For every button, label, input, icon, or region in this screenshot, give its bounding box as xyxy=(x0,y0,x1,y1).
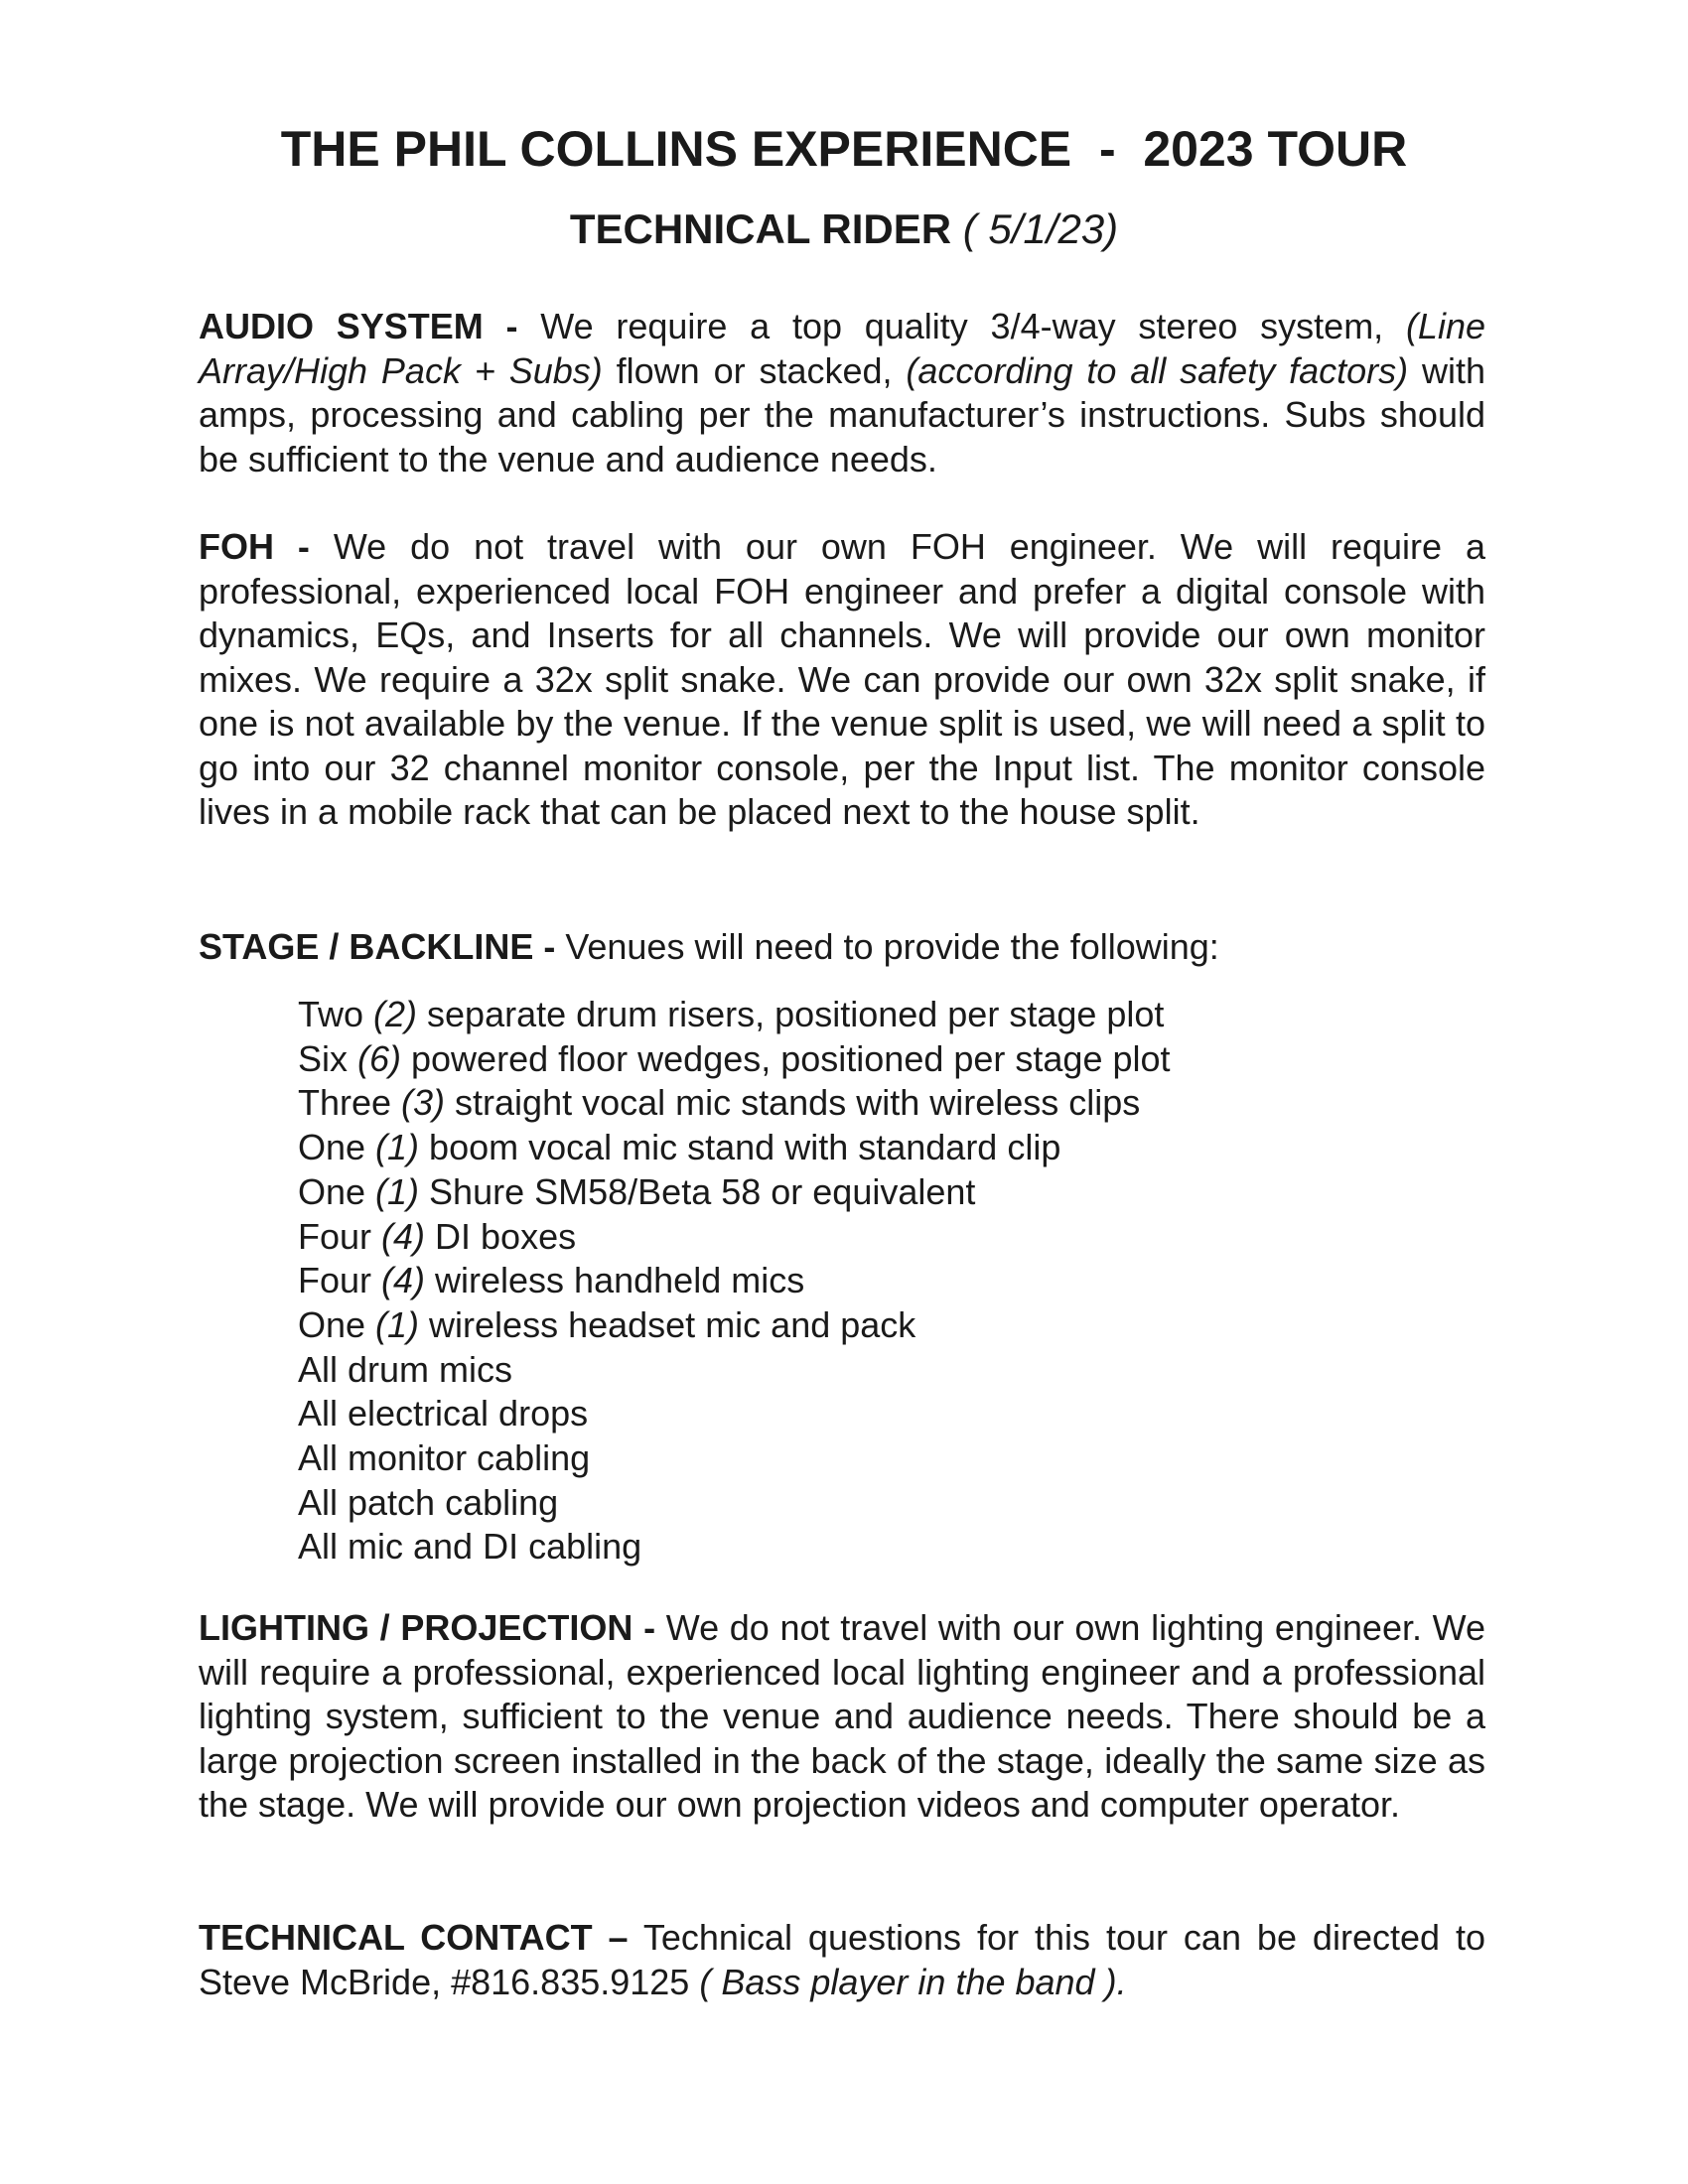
backline-item-text: All patch cabling xyxy=(298,1481,559,1523)
backline-list-item xyxy=(298,1081,1390,1126)
audio-system-text-2: flown or stacked, xyxy=(602,349,907,391)
backline-item-quantity: (6) xyxy=(357,1037,402,1079)
lighting-section xyxy=(199,1606,1485,1828)
backline-list-item xyxy=(298,1126,1390,1170)
backline-item-text: One xyxy=(298,1303,376,1345)
backline-item-text: Six xyxy=(298,1037,358,1079)
backline-list-item xyxy=(298,1215,1390,1260)
backline-item-text: Four xyxy=(298,1215,382,1257)
contact-heading: TECHNICAL CONTACT – xyxy=(199,1917,629,1958)
backline-item-description: Shure SM58/Beta 58 or equivalent xyxy=(419,1170,976,1212)
backline-item-description: separate drum risers, positioned per stage plot xyxy=(417,994,1165,1034)
contact-section xyxy=(199,1916,1485,2004)
backline-item-text: One xyxy=(298,1170,376,1212)
backline-item-text: Four xyxy=(298,1260,382,1301)
audio-system-section xyxy=(199,305,1485,481)
backline-item-quantity: (1) xyxy=(375,1127,420,1168)
backline-item-quantity: (1) xyxy=(375,1170,420,1212)
backline-item-text: Three xyxy=(298,1082,402,1124)
document-title: THE PHIL COLLINS EXPERIENCE - 2023 TOUR xyxy=(280,121,1408,177)
lighting-text: We do not travel with our own lighting engineer. We will require a professional, experienced local lighting engineer and a professional lighting system, sufficient to the venue and audience needs. There should be a large projection screen installed in the back of the stage, ideally the same size as the stage. We will provide our own projection videos and computer operator. xyxy=(199,1607,1485,1825)
backline-item-quantity: (4) xyxy=(381,1215,426,1257)
backline-list-item xyxy=(298,1348,1390,1393)
backline-item-text: One xyxy=(298,1127,376,1168)
audio-system-text-3: with amps, processing and cabling per the manufacturer’s instructions. Subs should be sufficient to the venue and audience needs. xyxy=(199,349,1486,479)
backline-list-item xyxy=(298,1481,1390,1526)
backline-item-description: boom vocal mic stand with standard clip xyxy=(419,1127,1061,1168)
backline-item-description: DI boxes xyxy=(425,1215,577,1257)
foh-heading: FOH - xyxy=(199,526,310,567)
stage-backline-heading: STAGE / BACKLINE - xyxy=(199,926,556,967)
backline-list-item xyxy=(298,1525,1390,1570)
backline-item-text: All electrical drops xyxy=(298,1393,589,1434)
backline-list-item xyxy=(298,1436,1390,1481)
backline-item-text: Two xyxy=(298,994,374,1034)
contact-italic: ( Bass player in the band ). xyxy=(699,1961,1127,2002)
foh-section xyxy=(199,525,1485,835)
audio-system-italic-2: (according to all safety factors) xyxy=(906,349,1409,391)
backline-item-text: All monitor cabling xyxy=(298,1437,591,1479)
subtitle-text: TECHNICAL RIDER xyxy=(569,205,952,252)
contact-text: Technical questions for this tour can be directed to Steve McBride, #816.835.9125 xyxy=(199,1917,1485,2002)
backline-list-item xyxy=(298,1303,1390,1348)
backline-item-description: wireless handheld mics xyxy=(425,1260,805,1301)
backline-item-description: wireless headset mic and pack xyxy=(419,1303,916,1345)
backline-list-item xyxy=(298,1037,1390,1082)
backline-list-item xyxy=(298,1170,1390,1215)
backline-list-item xyxy=(298,1259,1390,1303)
backline-item-quantity: (1) xyxy=(375,1303,420,1345)
backline-item-text: All drum mics xyxy=(298,1348,513,1390)
backline-item-quantity: (2) xyxy=(373,994,418,1034)
stage-backline-section xyxy=(199,925,1485,970)
lighting-heading: LIGHTING / PROJECTION - xyxy=(199,1607,656,1648)
backline-list-item xyxy=(298,993,1390,1037)
backline-item-description: powered floor wedges, positioned per stage plot xyxy=(401,1037,1171,1079)
backline-item-description: straight vocal mic stands with wireless clips xyxy=(445,1082,1141,1124)
audio-system-text-1: We require a top quality 3/4-way stereo system, xyxy=(517,306,1406,346)
backline-list xyxy=(298,993,1390,1570)
stage-backline-text: Venues will need to provide the following: xyxy=(555,926,1219,967)
backline-item-text: All mic and DI cabling xyxy=(298,1526,642,1568)
backline-item-quantity: (4) xyxy=(381,1260,426,1301)
backline-list-item xyxy=(298,1392,1390,1436)
subtitle-date: ( 5/1/23) xyxy=(951,205,1119,252)
backline-item-quantity: (3) xyxy=(401,1082,446,1124)
audio-system-heading: AUDIO SYSTEM - xyxy=(199,306,518,346)
document-subtitle xyxy=(0,202,1688,257)
audio-system-italic-1: (Line Array/High Pack + Subs) xyxy=(199,306,1485,391)
foh-text: We do not travel with our own FOH engineer. We will require a professional, experienced local FOH engineer and prefer a digital console with dynamics, EQs, and Inserts for all channels. We will provide our own monitor mixes. We require a 32x split snake. We can provide our own 32x split snake, if one is not available by the venue. If the venue split is used, we will need a split to go into our 32 channel monitor console, per the Input list. The monitor console lives in a mobile rack that can be placed next to the house split. xyxy=(199,526,1485,832)
